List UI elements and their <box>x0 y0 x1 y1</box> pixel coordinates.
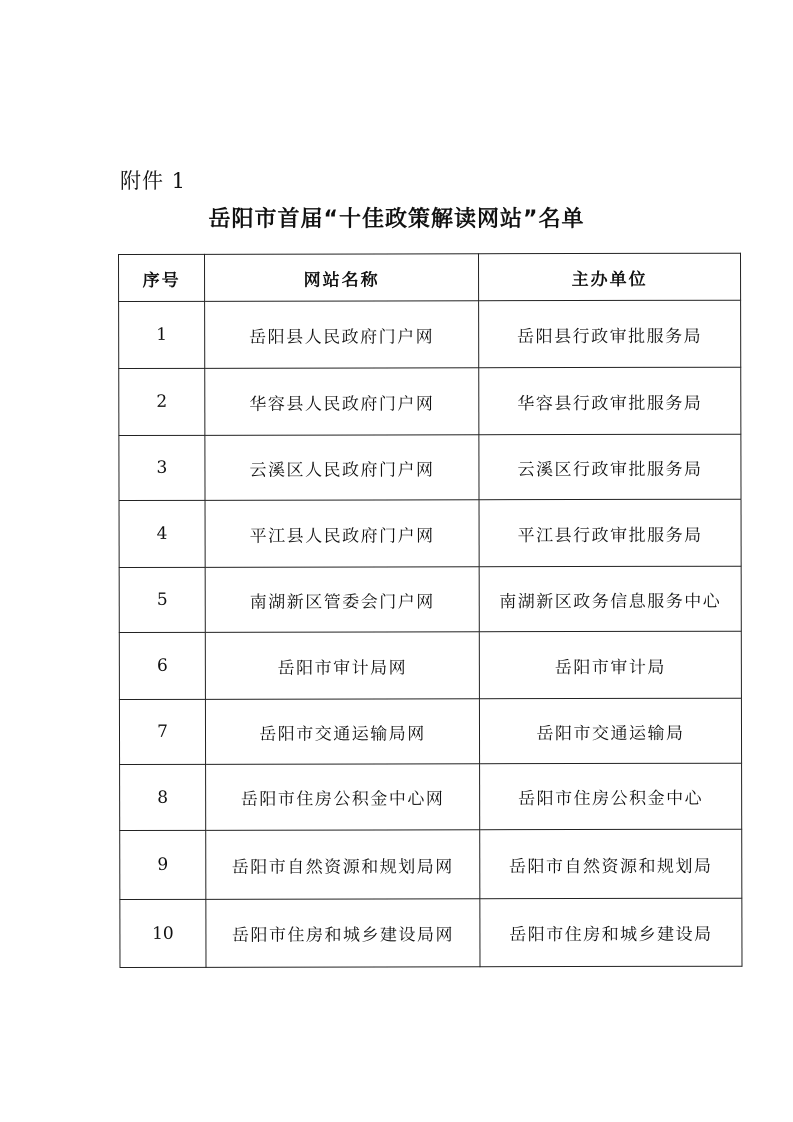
cell-seq: 5 <box>119 567 205 632</box>
cell-site-name: 岳阳市自然资源和规划局网 <box>206 830 480 900</box>
table-row <box>119 698 741 764</box>
cell-site-name: 岳阳市住房和城乡建设局网 <box>206 899 480 968</box>
cell-seq: 4 <box>119 500 205 567</box>
cell-seq: 6 <box>119 632 205 699</box>
table-row <box>119 300 741 368</box>
table-row <box>120 763 742 830</box>
cell-host-unit: 岳阳市自然资源和规划局 <box>480 829 742 899</box>
cell-host-unit: 平江县行政审批服务局 <box>479 499 741 567</box>
page-title: 岳阳市首届“十佳政策解读网站”名单 <box>208 207 585 232</box>
cell-host-unit: 岳阳市住房和城乡建设局 <box>480 898 742 967</box>
cell-host-unit: 岳阳县行政审批服务局 <box>479 300 741 368</box>
cell-seq: 2 <box>119 368 205 435</box>
table-row <box>119 499 741 567</box>
header-site-name: 网站名称 <box>205 254 479 302</box>
table-row <box>120 829 742 899</box>
cell-site-name: 岳阳市审计局网 <box>205 632 479 700</box>
table-row <box>119 631 741 699</box>
attachment-label: 附件 1 <box>120 169 187 193</box>
cell-seq: 3 <box>119 435 205 500</box>
cell-host-unit: 南湖新区政务信息服务中心 <box>479 566 741 632</box>
cell-host-unit: 华容县行政审批服务局 <box>479 367 741 435</box>
cell-host-unit: 云溪区行政审批服务局 <box>479 434 741 500</box>
table-row <box>119 566 741 632</box>
website-list-table <box>118 253 742 968</box>
table-row <box>119 434 741 500</box>
cell-host-unit: 岳阳市住房公积金中心 <box>480 763 742 830</box>
table-header-row <box>119 253 741 301</box>
header-seq: 序号 <box>119 254 205 301</box>
table-row <box>120 898 742 967</box>
cell-site-name: 岳阳市交通运输局网 <box>205 699 479 765</box>
cell-seq: 7 <box>119 699 205 764</box>
cell-site-name: 岳阳县人民政府门户网 <box>205 301 479 369</box>
cell-host-unit: 岳阳市审计局 <box>479 631 741 699</box>
cell-seq: 10 <box>120 899 206 967</box>
table-row <box>119 367 741 435</box>
cell-site-name: 云溪区人民政府门户网 <box>205 435 479 501</box>
cell-site-name: 南湖新区管委会门户网 <box>205 567 479 633</box>
cell-seq: 1 <box>119 301 205 368</box>
cell-site-name: 平江县人民政府门户网 <box>205 500 479 568</box>
cell-seq: 8 <box>120 764 206 830</box>
cell-seq: 9 <box>120 830 206 899</box>
cell-site-name: 华容县人民政府门户网 <box>205 368 479 436</box>
cell-host-unit: 岳阳市交通运输局 <box>479 698 741 764</box>
cell-site-name: 岳阳市住房公积金中心网 <box>206 764 480 831</box>
header-host-unit: 主办单位 <box>479 253 741 301</box>
